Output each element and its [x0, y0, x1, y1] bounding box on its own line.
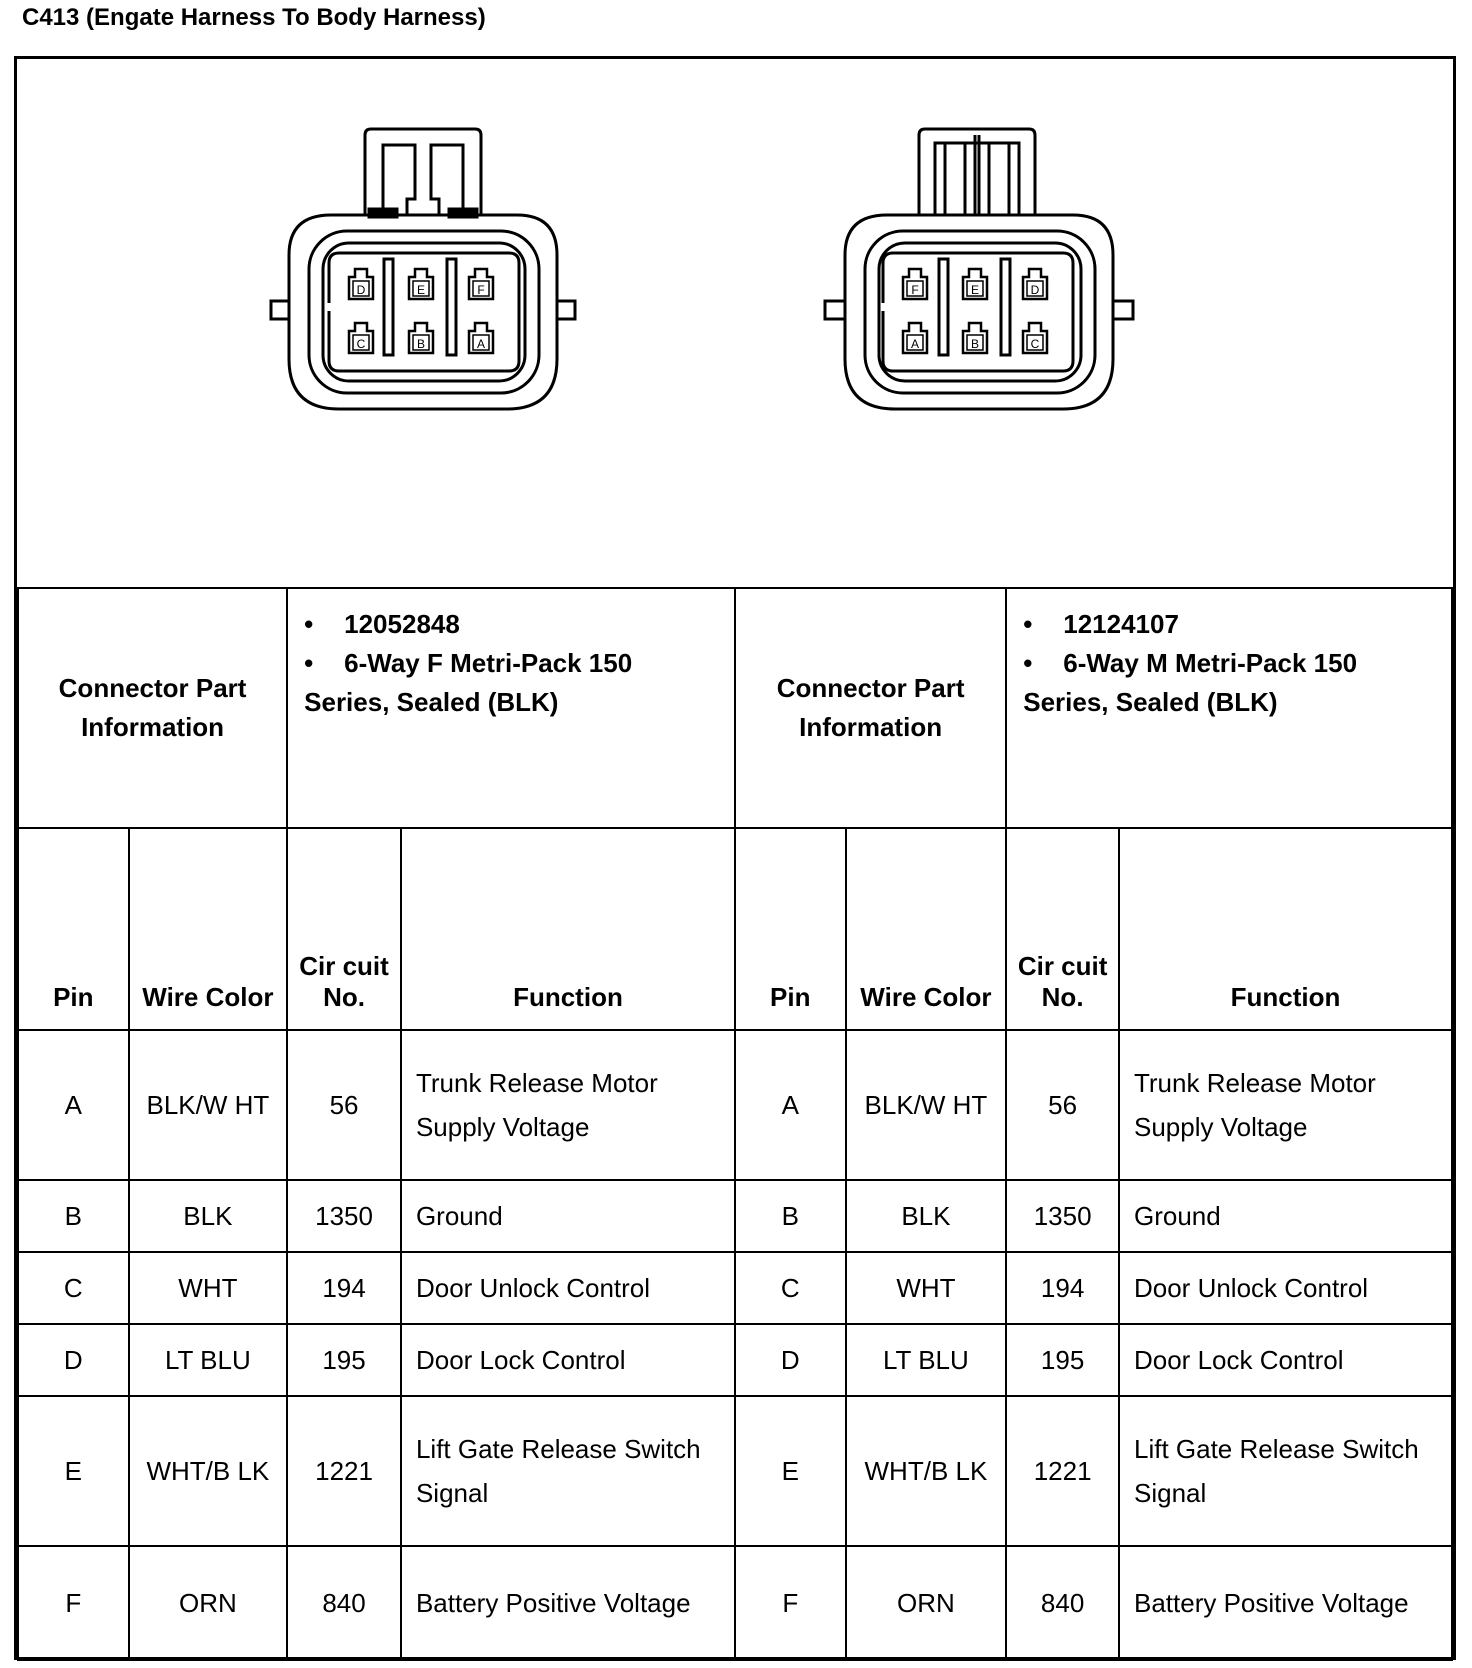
- wire-color-cell: BLK/W HT: [129, 1030, 288, 1180]
- page-title: C413 (Engate Harness To Body Harness): [22, 4, 486, 31]
- pin-cavity-label: D: [356, 283, 366, 297]
- table-row: [18, 1252, 1452, 1324]
- function-cell: Lift Gate Release Switch Signal: [401, 1396, 735, 1546]
- pin-column-header: Pin: [735, 828, 846, 1030]
- pin-cavity: [903, 323, 927, 353]
- pin-cell: F: [735, 1546, 846, 1660]
- circuit-number-cell: 56: [287, 1030, 401, 1180]
- function-cell: Door Unlock Control: [401, 1252, 735, 1324]
- pin-cell: D: [18, 1324, 129, 1396]
- pin-cell: A: [18, 1030, 129, 1180]
- part-description-item: • 6-Way M Metri-Pack 150 Series, Sealed (BLK): [1023, 648, 1358, 717]
- pin-cavity-label: C: [356, 337, 366, 351]
- function-cell: Ground: [401, 1180, 735, 1252]
- circuit-column-header: Cir cuit No.: [1006, 828, 1119, 1030]
- function-cell: Battery Positive Voltage: [1119, 1546, 1452, 1660]
- part-description-item: • 6-Way F Metri-Pack 150 Series, Sealed (BLK): [304, 648, 633, 717]
- table-row: [18, 1180, 1452, 1252]
- circuit-number-cell: 1221: [287, 1396, 401, 1546]
- pin-cavity-label: D: [1030, 283, 1040, 297]
- pin-cavity-label: A: [476, 337, 486, 351]
- connector-diagram-area: [17, 59, 1453, 587]
- pin-cavity: [469, 323, 493, 353]
- table-row: [18, 1546, 1452, 1660]
- table-row: [18, 1324, 1452, 1396]
- pin-cell: A: [735, 1030, 846, 1180]
- function-cell: Trunk Release Motor Supply Voltage: [1119, 1030, 1452, 1180]
- part-number-item: • 12124107: [1023, 609, 1179, 639]
- pin-cell: D: [735, 1324, 846, 1396]
- pin-cavity-label: B: [970, 337, 980, 351]
- connector-frame: [14, 56, 1456, 1660]
- wire-color-cell: ORN: [846, 1546, 1007, 1660]
- wire-color-cell: BLK: [846, 1180, 1007, 1252]
- wire-color-cell: LT BLU: [129, 1324, 288, 1396]
- circuit-number-cell: 195: [1006, 1324, 1119, 1396]
- connector-part-info-label: Connector Part Information: [18, 588, 287, 828]
- pin-cavity: [349, 323, 373, 353]
- function-cell: Door Lock Control: [401, 1324, 735, 1396]
- pin-cell: C: [735, 1252, 846, 1324]
- pin-cavity: [409, 269, 433, 299]
- pin-cell: B: [735, 1180, 846, 1252]
- wire-color-cell: BLK: [129, 1180, 288, 1252]
- wire-color-column-header: Wire Color: [846, 828, 1007, 1030]
- pin-cavity: [349, 269, 373, 299]
- circuit-number-cell: 1350: [1006, 1180, 1119, 1252]
- pin-cavity: [409, 323, 433, 353]
- pin-cavity-label: C: [1030, 337, 1040, 351]
- pin-cavity-label: A: [910, 337, 920, 351]
- pin-rows: [18, 1030, 1452, 1660]
- wire-color-cell: BLK/W HT: [846, 1030, 1007, 1180]
- pin-cavity-label: F: [911, 283, 919, 297]
- connector-part-info: [1006, 588, 1452, 828]
- function-column-header: Function: [1119, 828, 1452, 1030]
- wire-color-cell: WHT/B LK: [846, 1396, 1007, 1546]
- connector-drawings: [17, 59, 1453, 587]
- wire-color-column-header: Wire Color: [129, 828, 288, 1030]
- pin-cavity: [963, 323, 987, 353]
- wire-color-cell: WHT: [129, 1252, 288, 1324]
- pin-column-header: Pin: [18, 828, 129, 1030]
- column-header-row: [18, 828, 1452, 1030]
- function-column-header: Function: [401, 828, 735, 1030]
- circuit-number-cell: 1221: [1006, 1396, 1119, 1546]
- function-cell: Lift Gate Release Switch Signal: [1119, 1396, 1452, 1546]
- pin-cavity: [469, 269, 493, 299]
- function-cell: Ground: [1119, 1180, 1452, 1252]
- function-cell: Battery Positive Voltage: [401, 1546, 735, 1660]
- function-cell: Trunk Release Motor Supply Voltage: [401, 1030, 735, 1180]
- pin-cavity: [903, 269, 927, 299]
- circuit-number-cell: 1350: [287, 1180, 401, 1252]
- circuit-number-cell: 195: [287, 1324, 401, 1396]
- pin-cell: E: [18, 1396, 129, 1546]
- pin-cell: C: [18, 1252, 129, 1324]
- circuit-number-cell: 194: [287, 1252, 401, 1324]
- wire-color-cell: WHT/B LK: [129, 1396, 288, 1546]
- pin-cavity-label: E: [416, 283, 426, 297]
- circuit-number-cell: 840: [1006, 1546, 1119, 1660]
- connector-part-info-label: Connector Part Information: [735, 588, 1006, 828]
- wire-color-cell: WHT: [846, 1252, 1007, 1324]
- connector-part-info: [287, 588, 735, 828]
- part-number-item: • 12052848: [304, 609, 460, 639]
- connector-info-row: [18, 588, 1452, 828]
- wire-color-cell: ORN: [129, 1546, 288, 1660]
- wire-color-cell: LT BLU: [846, 1324, 1007, 1396]
- circuit-column-header: Cir cuit No.: [287, 828, 401, 1030]
- function-cell: Door Unlock Control: [1119, 1252, 1452, 1324]
- pin-cell: B: [18, 1180, 129, 1252]
- circuit-number-cell: 194: [1006, 1252, 1119, 1324]
- pin-cavity: [1023, 323, 1047, 353]
- pin-cavity: [963, 269, 987, 299]
- circuit-number-cell: 56: [1006, 1030, 1119, 1180]
- pinout-table: [17, 587, 1453, 1661]
- pin-cavity-label: E: [970, 283, 980, 297]
- pin-cavity-label: F: [477, 283, 485, 297]
- function-cell: Door Lock Control: [1119, 1324, 1452, 1396]
- pin-cavity-label: B: [416, 337, 426, 351]
- pin-cell: F: [18, 1546, 129, 1660]
- pin-cell: E: [735, 1396, 846, 1546]
- table-row: [18, 1396, 1452, 1546]
- circuit-number-cell: 840: [287, 1546, 401, 1660]
- table-row: [18, 1030, 1452, 1180]
- pin-cavity: [1023, 269, 1047, 299]
